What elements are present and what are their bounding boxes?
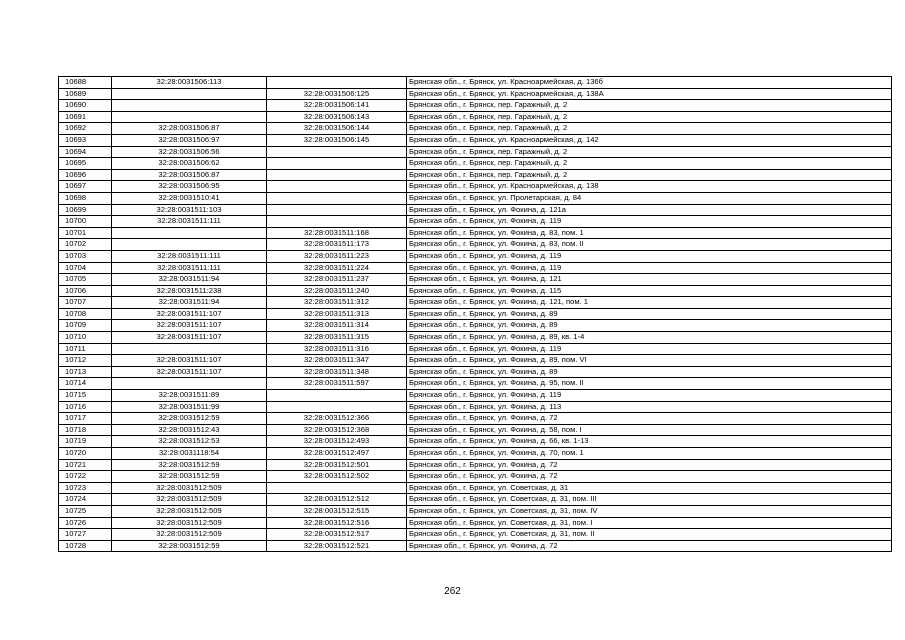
address-cell: Брянская обл., г. Брянск, ул. Фокина, д. 89 [407,320,892,332]
parcel-cadastral-number-cell: 32:28:0031511:107 [112,308,267,320]
parcel-cadastral-number-cell: 32:28:0031511:111 [112,262,267,274]
object-cadastral-number-cell [267,181,407,193]
object-cadastral-number-cell [267,401,407,413]
table-row [59,540,892,552]
address-cell: Брянская обл., г. Брянск, ул. Фокина, д. 119 [407,262,892,274]
address-cell: Брянская обл., г. Брянск, ул. Фокина, д. 66, кв. 1-13 [407,436,892,448]
object-cadastral-number-cell: 32:28:0031506:125 [267,88,407,100]
object-cadastral-number-cell [267,204,407,216]
row-number-cell: 10716 [59,401,112,413]
row-number-cell: 10722 [59,471,112,483]
table-row [59,274,892,286]
row-number-cell: 10693 [59,134,112,146]
table-row [59,343,892,355]
object-cadastral-number-cell [267,482,407,494]
parcel-cadastral-number-cell: 32:28:0031118:54 [112,448,267,460]
address-cell: Брянская обл., г. Брянск, пер. Гаражный, д. 2 [407,146,892,158]
table-row [59,111,892,123]
object-cadastral-number-cell: 32:28:0031512:502 [267,471,407,483]
table-row [59,239,892,251]
table-row [59,332,892,344]
address-cell: Брянская обл., г. Брянск, ул. Советская, д. 31, пом. I [407,517,892,529]
object-cadastral-number-cell: 32:28:0031512:497 [267,448,407,460]
object-cadastral-number-cell: 32:28:0031512:493 [267,436,407,448]
table-row [59,192,892,204]
object-cadastral-number-cell: 32:28:0031512:521 [267,540,407,552]
row-number-cell: 10717 [59,413,112,425]
table-row [59,448,892,460]
row-number-cell: 10707 [59,297,112,309]
address-cell: Брянская обл., г. Брянск, пер. Гаражный, д. 2 [407,100,892,112]
table-row [59,494,892,506]
object-cadastral-number-cell: 32:28:0031512:368 [267,424,407,436]
parcel-cadastral-number-cell: 32:28:0031511:89 [112,390,267,402]
object-cadastral-number-cell [267,216,407,228]
row-number-cell: 10696 [59,169,112,181]
address-cell: Брянская обл., г. Брянск, ул. Советская, д. 31 [407,482,892,494]
table-row [59,100,892,112]
parcel-cadastral-number-cell [112,88,267,100]
object-cadastral-number-cell: 32:28:0031506:141 [267,100,407,112]
address-cell: Брянская обл., г. Брянск, ул. Фокина, д. 113 [407,401,892,413]
table-row [59,146,892,158]
table-row [59,169,892,181]
row-number-cell: 10721 [59,459,112,471]
parcel-cadastral-number-cell [112,239,267,251]
address-cell: Брянская обл., г. Брянск, ул. Фокина, д. 83, пом. II [407,239,892,251]
object-cadastral-number-cell [267,77,407,89]
row-number-cell: 10692 [59,123,112,135]
table-row [59,517,892,529]
object-cadastral-number-cell [267,146,407,158]
parcel-cadastral-number-cell: 32:28:0031511:107 [112,355,267,367]
parcel-cadastral-number-cell: 32:28:0031511:107 [112,366,267,378]
table-row [59,401,892,413]
parcel-cadastral-number-cell [112,111,267,123]
object-cadastral-number-cell [267,158,407,170]
parcel-cadastral-number-cell: 32:28:0031506:113 [112,77,267,89]
row-number-cell: 10694 [59,146,112,158]
table-row [59,216,892,228]
address-cell: Брянская обл., г. Брянск, ул. Фокина, д. 72 [407,540,892,552]
row-number-cell: 10702 [59,239,112,251]
table-row [59,320,892,332]
parcel-cadastral-number-cell [112,343,267,355]
address-cell: Брянская обл., г. Брянск, ул. Фокина, д. 121, пом. 1 [407,297,892,309]
row-number-cell: 10711 [59,343,112,355]
object-cadastral-number-cell [267,169,407,181]
object-cadastral-number-cell: 32:28:0031512:515 [267,505,407,517]
row-number-cell: 10699 [59,204,112,216]
parcel-cadastral-number-cell: 32:28:0031512:59 [112,459,267,471]
row-number-cell: 10706 [59,285,112,297]
table-row [59,366,892,378]
cadastral-register-table [58,76,892,552]
address-cell: Брянская обл., г. Брянск, ул. Фокина, д. 72 [407,413,892,425]
row-number-cell: 10710 [59,332,112,344]
parcel-cadastral-number-cell: 32:28:0031511:94 [112,297,267,309]
parcel-cadastral-number-cell: 32:28:0031512:59 [112,540,267,552]
row-number-cell: 10725 [59,505,112,517]
table-row [59,134,892,146]
table-row [59,158,892,170]
parcel-cadastral-number-cell: 32:28:0031511:238 [112,285,267,297]
address-cell: Брянская обл., г. Брянск, ул. Красноармейская, д. 142 [407,134,892,146]
table-row [59,285,892,297]
address-cell: Брянская обл., г. Брянск, ул. Фокина, д. 115 [407,285,892,297]
object-cadastral-number-cell: 32:28:0031511:224 [267,262,407,274]
row-number-cell: 10709 [59,320,112,332]
row-number-cell: 10719 [59,436,112,448]
object-cadastral-number-cell: 32:28:0031511:597 [267,378,407,390]
parcel-cadastral-number-cell [112,100,267,112]
address-cell: Брянская обл., г. Брянск, ул. Красноармейская, д. 138А [407,88,892,100]
row-number-cell: 10713 [59,366,112,378]
object-cadastral-number-cell [267,192,407,204]
address-cell: Брянская обл., г. Брянск, ул. Фокина, д. 72 [407,459,892,471]
address-cell: Брянская обл., г. Брянск, пер. Гаражный, д. 2 [407,111,892,123]
object-cadastral-number-cell: 32:28:0031506:145 [267,134,407,146]
address-cell: Брянская обл., г. Брянск, ул. Фокина, д. 121а [407,204,892,216]
address-cell: Брянская обл., г. Брянск, ул. Советская, д. 31, пом. II [407,529,892,541]
object-cadastral-number-cell: 32:28:0031511:314 [267,320,407,332]
address-cell: Брянская обл., г. Брянск, ул. Пролетарская, д. 84 [407,192,892,204]
object-cadastral-number-cell: 32:28:0031506:143 [267,111,407,123]
parcel-cadastral-number-cell: 32:28:0031510:41 [112,192,267,204]
row-number-cell: 10714 [59,378,112,390]
row-number-cell: 10700 [59,216,112,228]
table-row [59,227,892,239]
parcel-cadastral-number-cell: 32:28:0031511:111 [112,216,267,228]
address-cell: Брянская обл., г. Брянск, ул. Фокина, д. 121 [407,274,892,286]
table-row [59,413,892,425]
table-row [59,355,892,367]
register-table-body [59,77,892,552]
table-row [59,181,892,193]
row-number-cell: 10712 [59,355,112,367]
object-cadastral-number-cell: 32:28:0031511:348 [267,366,407,378]
address-cell: Брянская обл., г. Брянск, ул. Красноармейская, д. 138 [407,181,892,193]
address-cell: Брянская обл., г. Брянск, ул. Фокина, д. 119 [407,216,892,228]
parcel-cadastral-number-cell: 32:28:0031511:103 [112,204,267,216]
page-number: 262 [444,586,461,597]
address-cell: Брянская обл., г. Брянск, ул. Фокина, д. 119 [407,250,892,262]
object-cadastral-number-cell: 32:28:0031511:168 [267,227,407,239]
address-cell: Брянская обл., г. Брянск, ул. Советская, д. 31, пом. IV [407,505,892,517]
table-row [59,529,892,541]
parcel-cadastral-number-cell: 32:28:0031512:509 [112,494,267,506]
object-cadastral-number-cell: 32:28:0031511:312 [267,297,407,309]
parcel-cadastral-number-cell: 32:28:0031511:107 [112,332,267,344]
row-number-cell: 10698 [59,192,112,204]
address-cell: Брянская обл., г. Брянск, ул. Фокина, д. 89 [407,308,892,320]
table-row [59,424,892,436]
address-cell: Брянская обл., г. Брянск, ул. Фокина, д. 58, пом. I [407,424,892,436]
table-row [59,459,892,471]
object-cadastral-number-cell: 32:28:0031511:237 [267,274,407,286]
parcel-cadastral-number-cell: 32:28:0031506:56 [112,146,267,158]
address-cell: Брянская обл., г. Брянск, ул. Фокина, д. 119 [407,343,892,355]
row-number-cell: 10718 [59,424,112,436]
parcel-cadastral-number-cell: 32:28:0031506:97 [112,134,267,146]
object-cadastral-number-cell: 32:28:0031511:315 [267,332,407,344]
row-number-cell: 10728 [59,540,112,552]
parcel-cadastral-number-cell: 32:28:0031512:509 [112,482,267,494]
row-number-cell: 10727 [59,529,112,541]
object-cadastral-number-cell: 32:28:0031511:347 [267,355,407,367]
row-number-cell: 10704 [59,262,112,274]
address-cell: Брянская обл., г. Брянск, ул. Фокина, д. 72 [407,471,892,483]
parcel-cadastral-number-cell [112,378,267,390]
address-cell: Брянская обл., г. Брянск, пер. Гаражный, д. 2 [407,158,892,170]
row-number-cell: 10697 [59,181,112,193]
parcel-cadastral-number-cell: 32:28:0031512:53 [112,436,267,448]
object-cadastral-number-cell: 32:28:0031511:240 [267,285,407,297]
parcel-cadastral-number-cell: 32:28:0031511:107 [112,320,267,332]
object-cadastral-number-cell: 32:28:0031511:173 [267,239,407,251]
table-row [59,204,892,216]
row-number-cell: 10715 [59,390,112,402]
row-number-cell: 10703 [59,250,112,262]
table-row [59,77,892,89]
table-row [59,471,892,483]
row-number-cell: 10726 [59,517,112,529]
address-cell: Брянская обл., г. Брянск, ул. Фокина, д. 89, кв. 1-4 [407,332,892,344]
parcel-cadastral-number-cell: 32:28:0031506:87 [112,123,267,135]
object-cadastral-number-cell: 32:28:0031511:313 [267,308,407,320]
parcel-cadastral-number-cell: 32:28:0031512:43 [112,424,267,436]
parcel-cadastral-number-cell: 32:28:0031512:509 [112,505,267,517]
address-cell: Брянская обл., г. Брянск, ул. Фокина, д. 95, пом. II [407,378,892,390]
row-number-cell: 10701 [59,227,112,239]
table-row [59,250,892,262]
object-cadastral-number-cell: 32:28:0031512:501 [267,459,407,471]
parcel-cadastral-number-cell: 32:28:0031512:509 [112,517,267,529]
row-number-cell: 10695 [59,158,112,170]
row-number-cell: 10691 [59,111,112,123]
parcel-cadastral-number-cell: 32:28:0031512:509 [112,529,267,541]
table-row [59,297,892,309]
row-number-cell: 10720 [59,448,112,460]
row-number-cell: 10689 [59,88,112,100]
row-number-cell: 10690 [59,100,112,112]
address-cell: Брянская обл., г. Брянск, ул. Фокина, д. 89 [407,366,892,378]
parcel-cadastral-number-cell: 32:28:0031512:59 [112,471,267,483]
table-row [59,308,892,320]
table-row [59,88,892,100]
object-cadastral-number-cell: 32:28:0031506:144 [267,123,407,135]
row-number-cell: 10723 [59,482,112,494]
table-row [59,436,892,448]
row-number-cell: 10724 [59,494,112,506]
parcel-cadastral-number-cell: 32:28:0031511:111 [112,250,267,262]
address-cell: Брянская обл., г. Брянск, ул. Фокина, д. 70, пом. 1 [407,448,892,460]
object-cadastral-number-cell: 32:28:0031512:366 [267,413,407,425]
table-row [59,390,892,402]
table-row [59,123,892,135]
object-cadastral-number-cell: 32:28:0031511:316 [267,343,407,355]
table-row [59,262,892,274]
object-cadastral-number-cell: 32:28:0031511:223 [267,250,407,262]
address-cell: Брянская обл., г. Брянск, пер. Гаражный, д. 2 [407,123,892,135]
object-cadastral-number-cell: 32:28:0031512:516 [267,517,407,529]
address-cell: Брянская обл., г. Брянск, ул. Советская, д. 31, пом. III [407,494,892,506]
address-cell: Брянская обл., г. Брянск, ул. Фокина, д. 89, пом. VI [407,355,892,367]
address-cell: Брянская обл., г. Брянск, ул. Красноармейская, д. 136б [407,77,892,89]
table-row [59,505,892,517]
parcel-cadastral-number-cell: 32:28:0031506:95 [112,181,267,193]
parcel-cadastral-number-cell: 32:28:0031511:94 [112,274,267,286]
object-cadastral-number-cell: 32:28:0031512:517 [267,529,407,541]
parcel-cadastral-number-cell [112,227,267,239]
row-number-cell: 10705 [59,274,112,286]
address-cell: Брянская обл., г. Брянск, ул. Фокина, д. 83, пом. 1 [407,227,892,239]
object-cadastral-number-cell [267,390,407,402]
parcel-cadastral-number-cell: 32:28:0031506:87 [112,169,267,181]
address-cell: Брянская обл., г. Брянск, пер. Гаражный, д. 2 [407,169,892,181]
parcel-cadastral-number-cell: 32:28:0031511:99 [112,401,267,413]
table-row [59,482,892,494]
row-number-cell: 10708 [59,308,112,320]
table-row [59,378,892,390]
object-cadastral-number-cell: 32:28:0031512:512 [267,494,407,506]
parcel-cadastral-number-cell: 32:28:0031512:59 [112,413,267,425]
row-number-cell: 10688 [59,77,112,89]
parcel-cadastral-number-cell: 32:28:0031506:62 [112,158,267,170]
address-cell: Брянская обл., г. Брянск, ул. Фокина, д. 119 [407,390,892,402]
